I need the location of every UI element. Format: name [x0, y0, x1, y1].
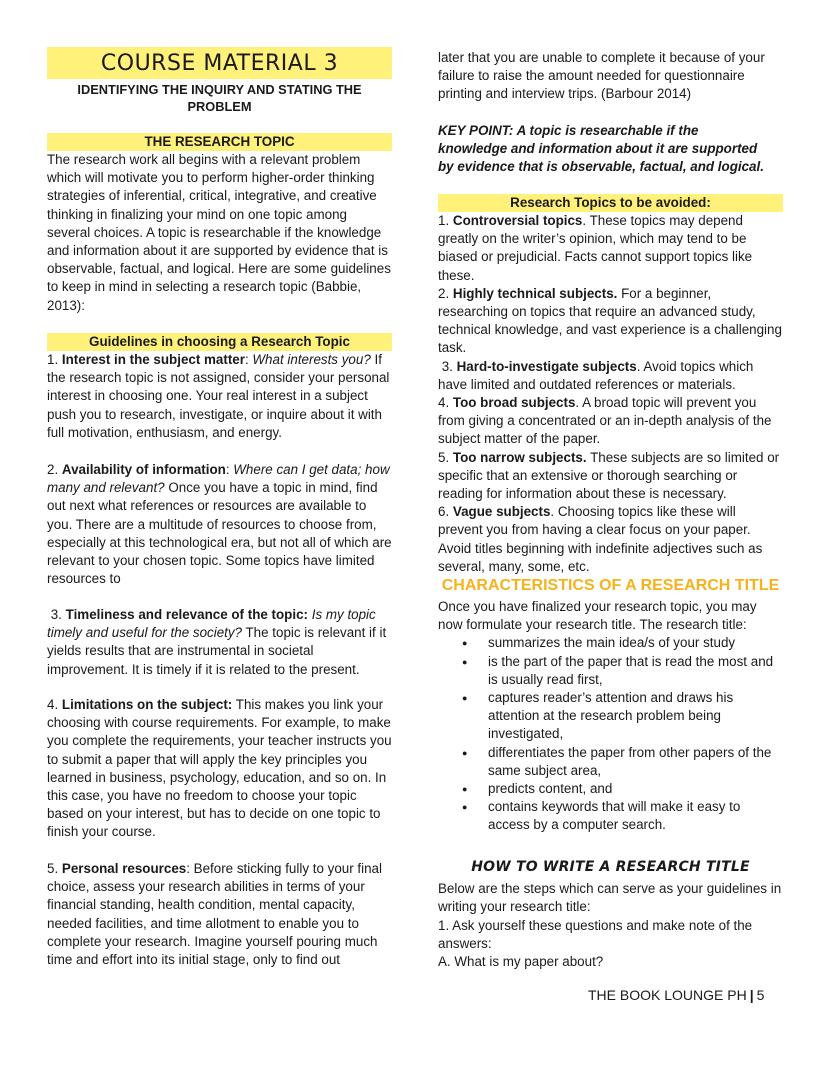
characteristic-item: ● is the part of the paper that is read the most and is usually read first,	[488, 653, 783, 689]
guideline-3-text: The topic is relevant if it yields results that are instrumental in societal improvement. It is timely if it is related to the present.	[47, 625, 387, 677]
guideline-3-question: Is my topic timely and useful for the society?	[47, 607, 376, 641]
avoided-4	[438, 394, 783, 449]
avoided-4-text: . A broad topic will prevent you from giving a concentrated or an in-depth analysis of the subject matter of the paper.	[438, 395, 772, 447]
characteristics-heading: CHARACTERISTICS OF A RESEARCH TITLE	[441, 577, 780, 594]
page-subtitle: IDENTIFYING THE INQUIRY AND STATING THE PROBLEM	[77, 82, 362, 114]
avoided-2-title: Highly technical subjects.	[452, 285, 618, 301]
research-topic-heading: THE RESEARCH TOPIC	[47, 133, 392, 151]
guideline-5-title: Personal resources	[61, 861, 187, 876]
characteristics-intro: Once you have finalized your research topic, you may now formulate your research title. The research title:	[438, 599, 757, 633]
characteristic-item: ● differentiates the paper from other papers of the same subject area,	[488, 744, 783, 780]
avoided-2-number: 2.	[438, 285, 450, 301]
research-topic-paragraph: The research work all begins with a relevant problem which will motivate you to perform higher-order thinking strategies of inferential, critical, integrative, and creative thinking in finalizing your mind on one topic among several choices. A topic is researchable if the knowledge and information about it are supported by evidence that is observable, factual, and logical. Here are some guidelines to keep in mind in selecting a research topic (Babbie, 2013):	[47, 152, 391, 313]
guideline-5: 5. Personal resources: Before sticking fully to your final choice, assess your research abilities in terms of your financial standing, health condition, mental capacity, needed facilities, and time allotment to enable you to complete your research. Imagine yourself pouring much time and effort into its initial stage, only to find out	[47, 861, 382, 968]
avoided-1-title: Controversial topics	[452, 213, 583, 228]
how-to-step-1: 1. Ask yourself these questions and make note of the answers:	[438, 917, 753, 951]
avoided-topics-heading: Research Topics to be avoided:	[438, 194, 783, 212]
guideline-3-title: Timeliness and relevance of the topic:	[65, 607, 308, 622]
avoided-5-number: 5.	[438, 449, 450, 465]
guideline-4-text: This makes you link your choosing with course requirements. For example, to make you complete the requirements, your teacher instructs you to submit a paper that will apply the key principles you learned in business, psychology, education, and so on. In this case, you have no freedom to choose your topic based on your interest, but has to decide on one topic to finish your course.	[47, 697, 392, 840]
avoided-1-text: . These topics may depend greatly on the writer’s opinion, which may tend to be biased or prejudicial. Facts cannot support topics like these.	[438, 213, 753, 283]
avoided-1-number: 1.	[438, 213, 450, 228]
avoided-4-number: 4.	[438, 395, 450, 411]
guideline-5-number: 5.	[47, 861, 59, 876]
characteristic-item: ● contains keywords that will make it easy to access by a computer search.	[488, 798, 783, 834]
guideline-3-number: 3.	[50, 607, 62, 622]
guideline-2-number: 2.	[47, 462, 59, 477]
page-footer	[588, 987, 764, 1003]
characteristics-list	[438, 634, 783, 834]
guideline-4-title: Limitations on the subject:	[61, 697, 233, 712]
how-to-heading: HOW TO WRITE A RESEARCH TITLE	[471, 859, 750, 875]
guideline-5-text: Before sticking fully to your final choice, assess your research abilities in terms of your financial standing, health condition, mental capacity, needed facilities, and time allotment to enable you to complete your research. Imagine yourself pouring much time and effort into its initial stage, only to find out	[47, 861, 382, 968]
guideline-2: 2. Availability of information: Where can I get data; how many and relevant? Once you have a topic in mind, find out next what references or resources are available to you. There are a multitude of resources to choose from, especially at this technological era, but not all of which are relevant to your chosen topic. Some topics have limited resources to	[47, 462, 392, 587]
avoided-6-number: 6.	[438, 504, 450, 520]
guideline-2-title: Availability of information	[61, 462, 226, 477]
avoided-3-number: 3.	[441, 358, 453, 374]
characteristic-item: ● captures reader’s attention and draws his attention at the research problem being investigated,	[488, 689, 783, 744]
avoided-4-title: Too broad subjects	[452, 395, 576, 411]
footer-separator: |	[749, 987, 754, 1003]
avoided-5	[438, 449, 783, 504]
avoided-6-text: . Choosing topics like these will prevent you from having a clear focus on your paper. Avoid titles beginning with indefinite adjectives such as several, many, some, etc.	[438, 504, 763, 574]
page-number: 5	[756, 987, 765, 1003]
guideline-1-question: What interests you?	[252, 352, 371, 367]
guideline-4-number: 4.	[47, 697, 59, 712]
characteristic-item: ● summarizes the main idea/s of your study	[488, 634, 783, 652]
avoided-5-title: Too narrow subjects.	[452, 449, 587, 465]
avoided-2-text: For a beginner, researching on topics that require an advanced study, technical knowledge, and vast experience is a challenging task.	[438, 285, 782, 356]
guideline-1-title: Interest in the subject matter	[61, 352, 245, 367]
continuation-paragraph: later that you are unable to complete it because of your failure to raise the amount needed for questionnaire printing and interview trips. (Barbour 2014)	[438, 50, 765, 102]
avoided-3	[438, 358, 783, 394]
guideline-3	[47, 606, 392, 679]
guideline-2-text: Once you have a topic in mind, find out next what references or resources are available to you. There are a multitude of resources to choose from, especially at this technological era, but not all of which are relevant to your chosen topic. Some topics have limited resources to	[47, 480, 392, 587]
guidelines-heading: Guidelines in choosing a Research Topic	[47, 333, 392, 351]
avoided-3-title: Hard-to-investigate subjects	[456, 358, 637, 374]
key-point: KEY POINT: A topic is researchable if the knowledge and information about it are supported by evidence that is observable, factual, and logical.	[438, 123, 764, 175]
guideline-4	[47, 696, 392, 842]
how-to-step-a: A. What is my paper about?	[438, 954, 604, 970]
avoided-2	[438, 285, 783, 358]
guideline-1: 1. Interest in the subject matter: What interests you? If the research topic is not assigned, consider your personal interest in choosing one. Your real interest in a subject push you to research, investigate, or inquire about it with full motivation, enthusiasm, and energy.	[47, 352, 390, 440]
how-to-intro: Below are the steps which can serve as your guidelines in writing your research title:	[438, 881, 782, 915]
characteristic-item: ● predicts content, and	[488, 780, 783, 798]
guideline-1-number: 1.	[47, 352, 59, 367]
guideline-1-text: If the research topic is not assigned, consider your personal interest in choosing one. Your real interest in a subject push you to research, investigate, or inquire about it with full motivation, enthusiasm, and energy.	[47, 352, 390, 440]
avoided-6-title: Vague subjects	[452, 504, 551, 520]
avoided-1	[438, 212, 783, 285]
avoided-6	[438, 503, 783, 576]
page-title: COURSE MATERIAL 3	[47, 47, 392, 79]
avoided-5-text: These subjects are so limited or specific that an extensive or thorough searching or reading for information about these is necessary.	[438, 449, 780, 502]
guideline-2-question: Where can I get data; how many and relevant?	[47, 462, 390, 496]
publisher-name: THE BOOK LOUNGE PH	[588, 987, 747, 1003]
avoided-3-text: . Avoid topics which have limited and outdated references or materials.	[438, 358, 754, 392]
